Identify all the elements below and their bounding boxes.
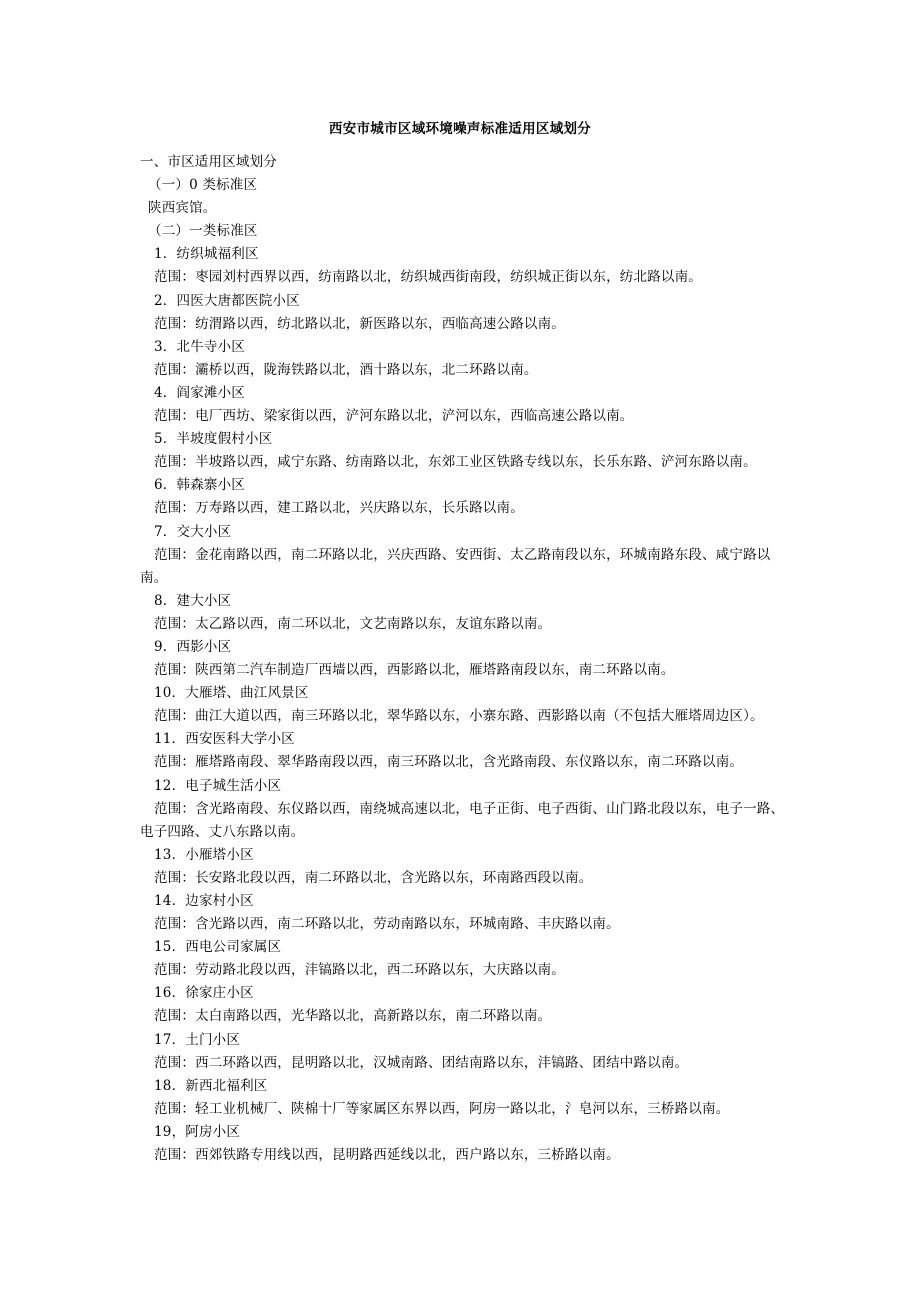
area-range: 范围：含光路以西，南二环路以北，劳动南路以东，环城南路、丰庆路以南。 (154, 916, 620, 933)
area-name: 9．西影小区 (154, 638, 232, 655)
area-range: 范围：灞桥以西，陇海铁路以北，酒十路以东，北二环路以南。 (154, 361, 538, 378)
area-name: 10．大雁塔、曲江风景区 (154, 685, 309, 702)
area-name: 18．新西北福利区 (154, 1077, 268, 1094)
area-name: 12．电子城生活小区 (154, 777, 282, 794)
area-name: 13．小雁塔小区 (154, 846, 254, 863)
area-name: 1．纺织城福利区 (154, 246, 259, 263)
area-name: 11．西安医科大学小区 (154, 731, 295, 748)
area-name: 8．建大小区 (154, 592, 232, 609)
area-name: 17．土门小区 (154, 1031, 241, 1048)
area-range: 范围：万寿路以西，建工路以北，兴庆路以东，长乐路以南。 (154, 500, 524, 517)
area-name: 5．半坡度假村小区 (154, 431, 273, 448)
area-range: 范围：长安路北段以西，南二环路以北，含光路以东，环南路西段以南。 (154, 869, 593, 886)
area-name: 14．边家村小区 (154, 893, 254, 909)
area-range: 范围：雁塔路南段、翠华路南段以西，南三环路以北，含光路南段、东仪路以东，南二环路以南。 (154, 754, 744, 771)
class0-content: 陕西宾馆。 (148, 200, 217, 217)
area-range: 范围：纺渭路以西，纺北路以北，新医路以东，西临高速公路以南。 (154, 315, 565, 332)
area-name: 15．西电公司家属区 (154, 939, 282, 956)
area-range: 范围：太白南路以西，光华路以北，高新路以东，南二环路以南。 (154, 1008, 552, 1025)
area-range: 范围：轻工业机械厂、陕棉十厂等家属区东界以西，阿房一路以北，氵皂河以东，三桥路以南。 (154, 1100, 730, 1117)
area-range-continued: 南。 (140, 569, 168, 586)
area-range: 范围：金花南路以西，南二环路以北，兴庆西路、安西街、太乙路南段以东，环城南路东段、咸宁路以 (154, 546, 771, 563)
area-name: 3．北牛寺小区 (154, 338, 245, 355)
area-range: 范围：曲江大道以西，南三环路以北，翠华路以东，小寨东路、西影路以南（不包括大雁塔周边区）。 (154, 708, 764, 725)
area-name: 19，阿房小区 (154, 1123, 241, 1140)
document-title: 西安市城市区域环境噪声标准适用区域划分 (328, 121, 592, 137)
area-range: 范围：陕西第二汽车制造厂西墙以西，西影路以北，雁塔路南段以东，南二环路以南。 (154, 662, 675, 679)
area-name: 6．韩森寨小区 (154, 477, 245, 494)
class0-heading: （一）0 类标准区 (148, 177, 258, 194)
area-range: 范围：枣园刘村西界以西，纺南路以北，纺织城西街南段，纺织城正街以东，纺北路以南。 (154, 269, 702, 286)
document-body (140, 151, 790, 1167)
area-range: 范围：电厂西坊、梁家街以西，浐河东路以北，浐河以东，西临高速公路以南。 (154, 408, 634, 425)
area-range: 范围：太乙路以西，南二环以北，文艺南路以东，友谊东路以南。 (154, 615, 552, 632)
area-range: 范围：含光路南段、东仪路以西，南绕城高速以北，电子正街、电子西街、山门路北段以东，电子一路、 (154, 800, 785, 817)
area-range-continued: 电子四路、丈八东路以南。 (140, 823, 305, 840)
section-heading: 一、市区适用区域划分 (140, 154, 277, 170)
area-name: 7．交大小区 (154, 523, 232, 540)
area-name: 16．徐家庄小区 (154, 985, 254, 1002)
area-range: 范围：劳动路北段以西，沣镐路以北，西二环路以东，大庆路以南。 (154, 962, 565, 979)
area-range: 范围：半坡路以西，咸宁东路、纺南路以北，东郊工业区铁路专线以东，长乐东路、浐河东路以南。 (154, 454, 757, 471)
area-range: 范围：西二环路以西，昆明路以北，汉城南路、团结南路以东，沣镐路、团结中路以南。 (154, 1054, 689, 1071)
area-name: 4．阎家滩小区 (154, 384, 245, 401)
area-name: 2．四医大唐都医院小区 (154, 292, 300, 309)
area-range: 范围：西郊铁路专用线以西，昆明路西延线以北，西户路以东，三桥路以南。 (154, 1147, 620, 1164)
class1-heading: （二）一类标准区 (148, 223, 258, 240)
